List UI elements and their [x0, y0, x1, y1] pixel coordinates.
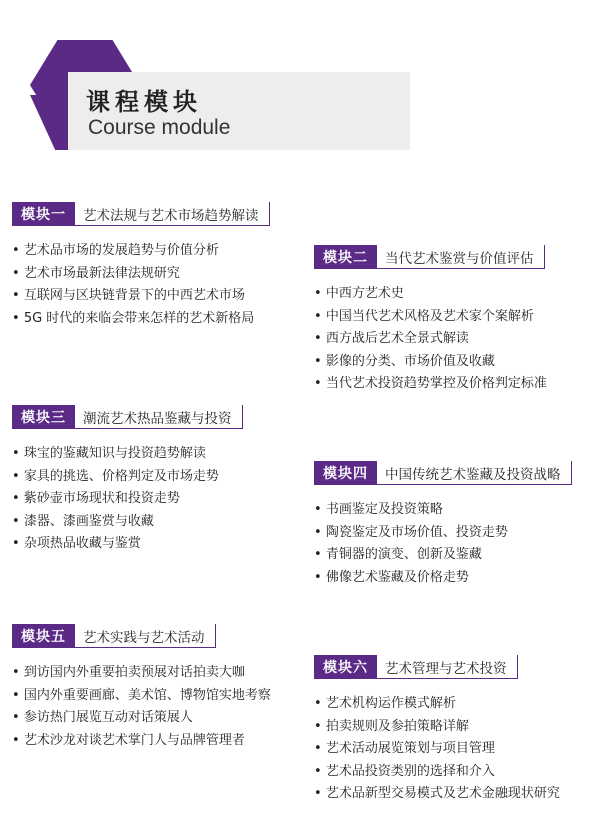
- list-item: • 漆器、漆画鉴赏与收藏: [12, 511, 243, 534]
- module-title: 艺术法规与艺术市场趋势解读: [75, 202, 270, 226]
- page-title: 课程模块: [86, 88, 202, 116]
- list-item: • 陶瓷鉴定及市场价值、投资走势: [314, 522, 572, 545]
- module-tag: 模块五: [12, 624, 75, 648]
- list-item: • 艺术品新型交易模式及艺术金融现状研究: [314, 783, 560, 806]
- module-title: 潮流艺术热品鉴藏与投资: [75, 405, 243, 429]
- module-tag: 模块一: [12, 202, 75, 226]
- purple-hexagon-tail-decoration: [30, 95, 72, 150]
- list-item: • 书画鉴定及投资策略: [314, 499, 572, 522]
- list-item: • 艺术沙龙对谈艺术掌门人与品牌管理者: [12, 730, 271, 753]
- list-item: • 佛像艺术鉴藏及价格走势: [314, 567, 572, 590]
- module-title: 艺术管理与艺术投资: [377, 655, 518, 679]
- module-header: [314, 461, 572, 485]
- module-title: 当代艺术鉴赏与价值评估: [377, 245, 545, 269]
- module-header: [12, 202, 270, 226]
- list-item: • 艺术机构运作模式解析: [314, 693, 560, 716]
- module-item-list: [12, 443, 243, 556]
- module-title: 中国传统艺术鉴藏及投资战略: [377, 461, 572, 485]
- module-5: [12, 624, 271, 752]
- module-header: [12, 624, 271, 648]
- module-tag: 模块六: [314, 655, 377, 679]
- list-item: • 拍卖规则及参拍策略详解: [314, 716, 560, 739]
- module-item-list: [12, 240, 270, 330]
- module-title: 艺术实践与艺术活动: [75, 624, 216, 648]
- list-item: • 西方战后艺术全景式解读: [314, 328, 547, 351]
- list-item: • 到访国内外重要拍卖预展对话拍卖大咖: [12, 662, 271, 685]
- list-item: • 中国当代艺术风格及艺术家个案解析: [314, 306, 547, 329]
- list-item: • 艺术品市场的发展趋势与价值分析: [12, 240, 270, 263]
- list-item: • 家具的挑选、价格判定及市场走势: [12, 466, 243, 489]
- list-item: • 中西方艺术史: [314, 283, 547, 306]
- module-3: [12, 405, 243, 556]
- module-6: [314, 655, 560, 806]
- module-tag: 模块二: [314, 245, 377, 269]
- module-tag: 模块四: [314, 461, 377, 485]
- list-item: • 影像的分类、市场价值及收藏: [314, 351, 547, 374]
- module-item-list: [12, 662, 271, 752]
- list-item: • 艺术品投资类别的选择和介入: [314, 761, 560, 784]
- module-header: [314, 245, 547, 269]
- list-item: • 杂项热品收藏与鉴赏: [12, 533, 243, 556]
- module-item-list: [314, 283, 547, 396]
- module-1: [12, 202, 270, 330]
- module-header: [12, 405, 243, 429]
- list-item: • 当代艺术投资趋势掌控及价格判定标准: [314, 373, 547, 396]
- module-2: [314, 245, 547, 396]
- list-item: • 珠宝的鉴藏知识与投资趋势解读: [12, 443, 243, 466]
- list-item: • 参访热门展览互动对话策展人: [12, 707, 271, 730]
- module-tag: 模块三: [12, 405, 75, 429]
- list-item: • 青铜器的演变、创新及鉴藏: [314, 544, 572, 567]
- list-item: • 艺术活动展览策划与项目管理: [314, 738, 560, 761]
- list-item: • 艺术市场最新法律法规研究: [12, 263, 270, 286]
- list-item: • 紫砂壶市场现状和投资走势: [12, 488, 243, 511]
- module-4: [314, 461, 572, 589]
- module-header: [314, 655, 560, 679]
- list-item: • 互联网与区块链背景下的中西艺术市场: [12, 285, 270, 308]
- module-item-list: [314, 499, 572, 589]
- module-item-list: [314, 693, 560, 806]
- list-item: • 5G 时代的来临会带来怎样的艺术新格局: [12, 308, 270, 331]
- list-item: • 国内外重要画廊、美术馆、博物馆实地考察: [12, 685, 271, 708]
- page-subtitle: Course module: [88, 116, 231, 139]
